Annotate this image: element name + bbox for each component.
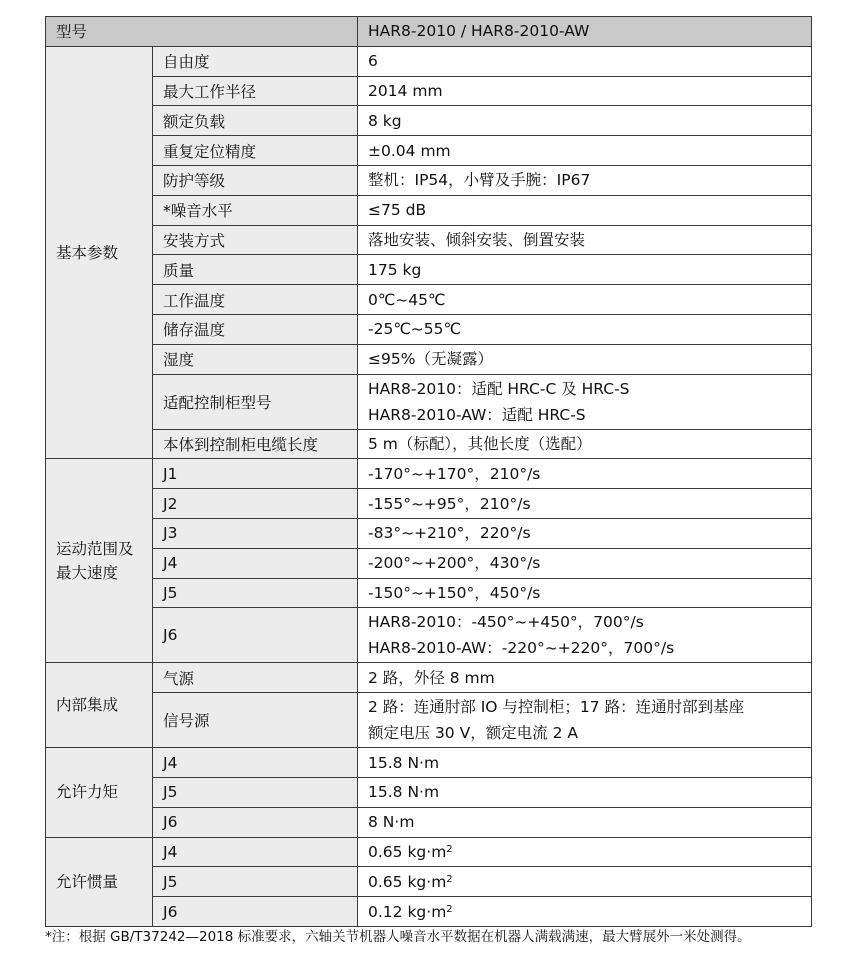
spec-row [46, 518, 812, 548]
param-value-text: 8 kg [368, 111, 402, 130]
param-value-text: 2 路，外径 8 mm [368, 668, 495, 687]
param-value-line [368, 869, 801, 895]
param-value [358, 489, 812, 519]
param-value-line [368, 839, 801, 865]
spec-row [46, 867, 812, 897]
spec-row [46, 897, 812, 927]
param-value-text: -150°~+150°，450°/s [368, 583, 541, 602]
spec-row [46, 225, 812, 255]
unit-exponent: 2 [446, 873, 453, 885]
param-label: 工作温度 [153, 285, 358, 315]
param-value-text: 2 路：连通肘部 IO 与控制柜；17 路：连通肘部到基座 [368, 698, 745, 717]
spec-row [46, 106, 812, 136]
param-value-text: -83°~+210°，220°/s [368, 524, 531, 543]
param-value-line [368, 257, 801, 283]
param-label: 气源 [153, 663, 358, 693]
param-label: J6 [153, 807, 358, 837]
param-label: J4 [153, 548, 358, 578]
param-value [358, 748, 812, 778]
param-value [358, 106, 812, 136]
spec-row [46, 578, 812, 608]
param-value [358, 608, 812, 663]
param-value-text: 0.65 kg·m [368, 872, 447, 891]
param-label: *噪音水平 [153, 195, 358, 225]
param-label: 本体到控制柜电缆长度 [153, 429, 358, 459]
group-label [46, 663, 153, 748]
header-row [46, 17, 812, 47]
param-value [358, 693, 812, 748]
param-value-text: -170°~+170°，210°/s [368, 464, 541, 483]
group-label [46, 46, 153, 459]
param-value-line [368, 197, 801, 223]
param-label: J2 [153, 489, 358, 519]
unit-exponent: 2 [446, 843, 453, 855]
param-value [358, 518, 812, 548]
param-value [358, 837, 812, 867]
param-value-text: ≤75 dB [368, 201, 427, 220]
spec-row [46, 344, 812, 374]
group-label [46, 837, 153, 926]
spec-row [46, 748, 812, 778]
param-value [358, 165, 812, 195]
param-value-text: 落地安装、倾斜安装、倒置安装 [368, 230, 586, 249]
spec-row [46, 195, 812, 225]
footnote: *注：根据 GB/T37242—2018 标准要求，六轴关节机器人噪音水平数据在机器人满载满速，最大臂展外一米处测得。 [45, 929, 751, 945]
param-value-text: 175 kg [368, 260, 422, 279]
param-label: 储存温度 [153, 314, 358, 344]
param-value-line [368, 138, 801, 164]
spec-row [46, 489, 812, 519]
param-value-line [368, 520, 801, 546]
param-value [358, 578, 812, 608]
param-value-line [368, 431, 801, 457]
spec-row [46, 76, 812, 106]
param-value-line [368, 402, 801, 428]
param-label: J5 [153, 777, 358, 807]
param-value-text: ≤95%（无凝露） [368, 350, 493, 369]
param-value-line [368, 779, 801, 805]
param-value [358, 136, 812, 166]
param-label: 额定负载 [153, 106, 358, 136]
param-value-line [368, 227, 801, 253]
param-value [358, 285, 812, 315]
param-value [358, 459, 812, 489]
spec-row [46, 314, 812, 344]
param-value-text: 15.8 N·m [368, 783, 440, 802]
param-label: 最大工作半径 [153, 76, 358, 106]
param-value-line [368, 750, 801, 776]
param-value [358, 344, 812, 374]
spec-row [46, 255, 812, 285]
param-value [358, 46, 812, 76]
param-value-text: 0.12 kg·m [368, 902, 447, 921]
param-value-text: 15.8 N·m [368, 753, 440, 772]
param-label: 自由度 [153, 46, 358, 76]
param-value-line [368, 167, 801, 193]
param-value-line [368, 48, 801, 74]
param-value-line [368, 316, 801, 342]
param-value-text: HAR8-2010：适配 HRC-C 及 HRC-S [368, 379, 630, 398]
param-label: J4 [153, 837, 358, 867]
group-label-line: 内部集成 [56, 696, 119, 715]
param-label: 信号源 [153, 693, 358, 748]
param-label: J5 [153, 578, 358, 608]
spec-row [46, 285, 812, 315]
param-value-line [368, 461, 801, 487]
group-label [46, 748, 153, 837]
param-value [358, 897, 812, 927]
param-label: J1 [153, 459, 358, 489]
spec-row [46, 777, 812, 807]
model-header-value: HAR8-2010 / HAR8-2010-AW [358, 17, 812, 47]
param-value [358, 195, 812, 225]
param-value-line [368, 720, 801, 746]
param-value-line [368, 491, 801, 517]
group-label-line: 允许惯量 [56, 872, 119, 891]
param-value-text: 整机：IP54，小臂及手腕：IP67 [368, 171, 591, 190]
param-value-line [368, 346, 801, 372]
param-value [358, 548, 812, 578]
spec-table [45, 16, 812, 927]
param-label: J6 [153, 897, 358, 927]
param-value-text: 0℃~45℃ [368, 290, 446, 309]
param-value-line [368, 635, 801, 661]
param-value-text: 2014 mm [368, 81, 443, 100]
spec-row [46, 548, 812, 578]
group-label-line: 允许力矩 [56, 783, 119, 802]
param-value [358, 314, 812, 344]
param-value-text: 额定电压 30 V，额定电流 2 A [368, 724, 579, 743]
spec-row [46, 46, 812, 76]
param-value-text: 0.65 kg·m [368, 842, 447, 861]
param-label: 重复定位精度 [153, 136, 358, 166]
param-value-line [368, 580, 801, 606]
spec-table-body [46, 17, 812, 927]
param-label: J5 [153, 867, 358, 897]
param-value-line [368, 899, 801, 925]
param-label: 质量 [153, 255, 358, 285]
spec-row [46, 136, 812, 166]
param-value-text: 8 N·m [368, 813, 415, 832]
param-value-line [368, 550, 801, 576]
param-label: J6 [153, 608, 358, 663]
param-label: J4 [153, 748, 358, 778]
spec-row [46, 837, 812, 867]
param-value-text: 6 [368, 52, 378, 71]
group-label [46, 459, 153, 663]
param-value [358, 374, 812, 429]
param-value-text: HAR8-2010-AW：-220°~+220°，700°/s [368, 639, 675, 658]
param-value-text: HAR8-2010-AW：适配 HRC-S [368, 405, 586, 424]
spec-row [46, 165, 812, 195]
param-value [358, 777, 812, 807]
group-label-line: 基本参数 [56, 243, 119, 262]
param-label: J3 [153, 518, 358, 548]
spec-row [46, 459, 812, 489]
param-value-text: 5 m（标配），其他长度（选配） [368, 434, 592, 453]
group-label-line: 最大速度 [56, 563, 119, 582]
param-value [358, 76, 812, 106]
param-value-line [368, 78, 801, 104]
param-label: 安装方式 [153, 225, 358, 255]
param-label: 湿度 [153, 344, 358, 374]
spec-row [46, 663, 812, 693]
param-value-line [368, 694, 801, 720]
param-value-text: ±0.04 mm [368, 141, 451, 160]
param-value-line [368, 665, 801, 691]
spec-row [46, 429, 812, 459]
param-value [358, 225, 812, 255]
param-value-line [368, 809, 801, 835]
param-value [358, 807, 812, 837]
param-value [358, 255, 812, 285]
spec-row [46, 374, 812, 429]
spec-row [46, 693, 812, 748]
param-value-line [368, 108, 801, 134]
param-value [358, 663, 812, 693]
param-value-text: -25℃~55℃ [368, 320, 461, 339]
spec-row [46, 608, 812, 663]
param-value [358, 867, 812, 897]
param-label: 防护等级 [153, 165, 358, 195]
param-value [358, 429, 812, 459]
spec-row [46, 807, 812, 837]
model-header-label: 型号 [46, 17, 358, 47]
param-value-text: -200°~+200°，430°/s [368, 554, 541, 573]
param-value-line [368, 609, 801, 635]
param-value-text: -155°~+95°，210°/s [368, 494, 531, 513]
group-label-line: 运动范围及 [56, 539, 134, 558]
param-value-line [368, 287, 801, 313]
param-value-text: HAR8-2010：-450°~+450°，700°/s [368, 613, 644, 632]
unit-exponent: 2 [446, 903, 453, 915]
param-value-line [368, 376, 801, 402]
param-label: 适配控制柜型号 [153, 374, 358, 429]
